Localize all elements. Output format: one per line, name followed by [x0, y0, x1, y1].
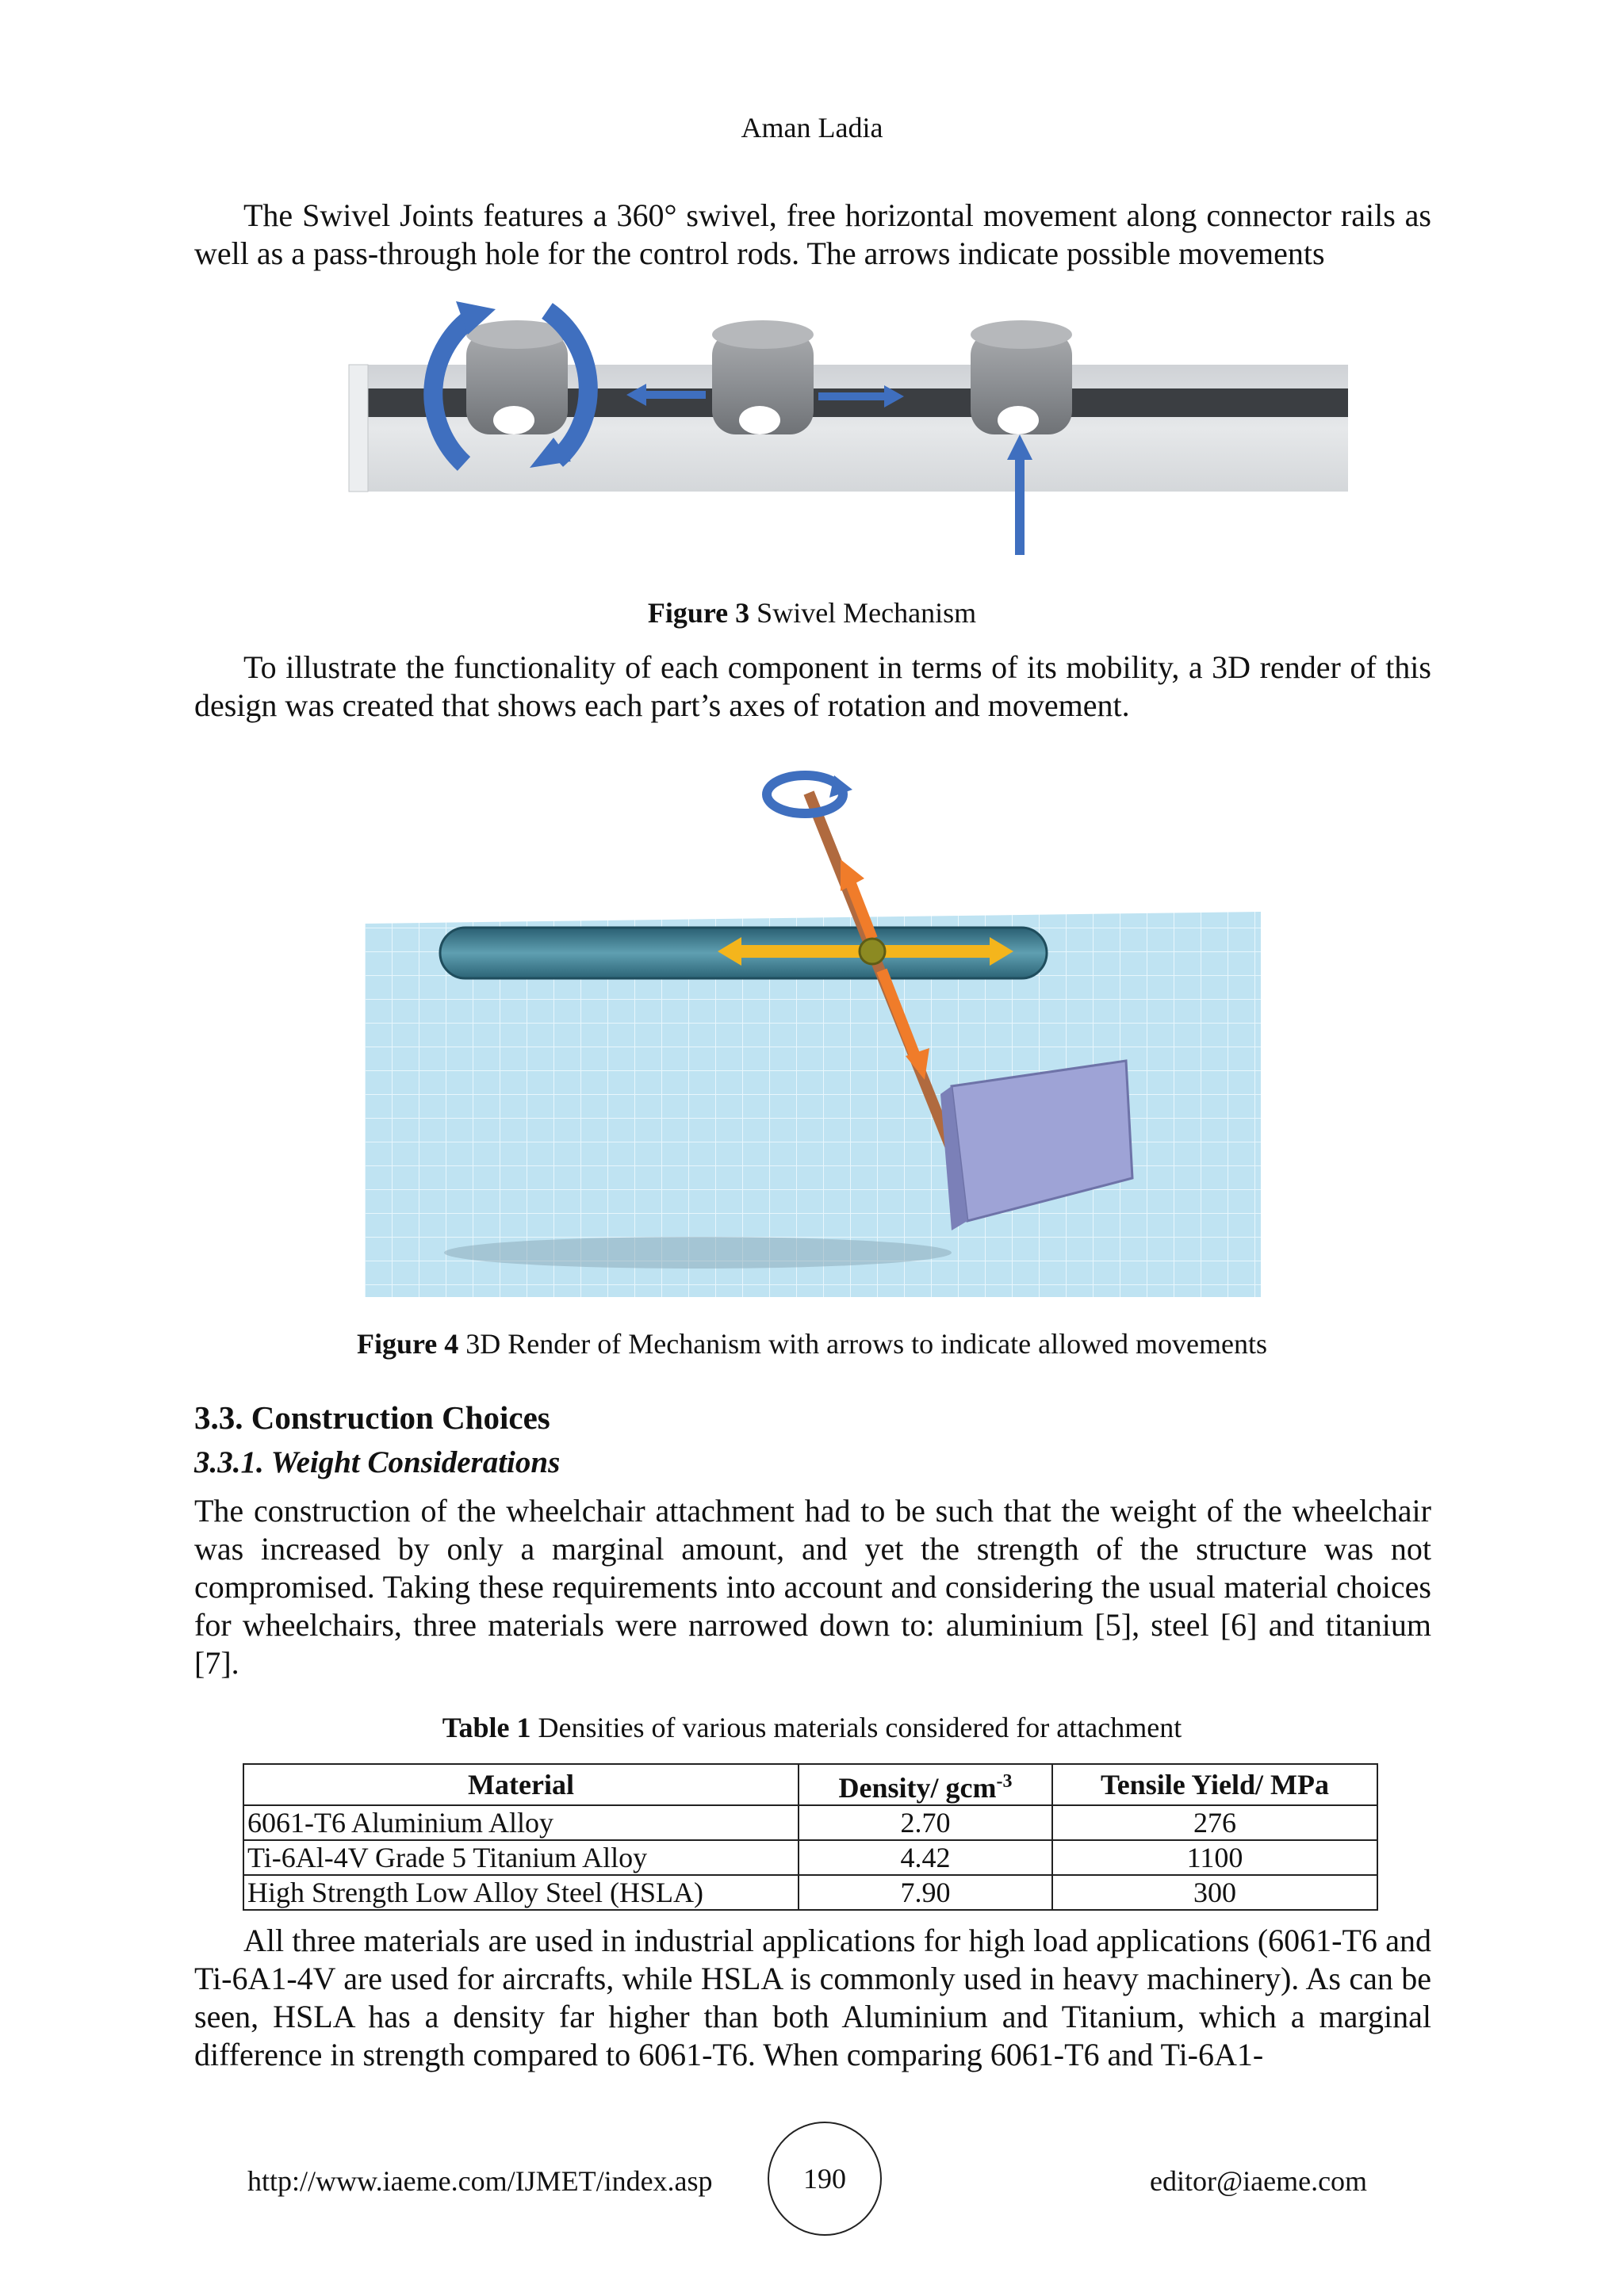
- swivel-joint-3: [971, 320, 1072, 434]
- swivel-joint-1: [466, 320, 568, 434]
- figure-4-label: Figure 4: [356, 1328, 459, 1360]
- table-1-caption-text: Densities of various materials considered for attachment: [538, 1712, 1182, 1743]
- header-density: [799, 1764, 1052, 1805]
- table-1-caption: [0, 1711, 1624, 1744]
- cell-material: Ti-6Al-4V Grade 5 Titanium Alloy: [243, 1840, 799, 1875]
- table-header-row: [243, 1764, 1377, 1805]
- section-title: 3.3. Construction Choices: [194, 1399, 550, 1436]
- intro-paragraph: [194, 197, 1431, 273]
- rail-end-cap: [349, 365, 368, 492]
- page-number-text: 190: [803, 2163, 846, 2195]
- materials-table: [243, 1763, 1378, 1911]
- section-heading: [194, 1399, 550, 1437]
- cell-material: 6061-T6 Aluminium Alloy: [243, 1805, 799, 1840]
- table-1-label: Table 1: [442, 1712, 531, 1743]
- table-1: [243, 1763, 1378, 1911]
- cell-density: 2.70: [799, 1805, 1052, 1840]
- cell-yield: 1100: [1052, 1840, 1377, 1875]
- header-material: Material: [243, 1764, 799, 1805]
- rod-shadow: [444, 1237, 952, 1269]
- final-paragraph-text: All three materials are used in industrial applications for high load applications (6061-T6 and Ti-6A1-4V are used for aircrafts, while HSLA is commonly used in heavy machinery). As can be seen, HSLA has a density far higher than both Aluminium and Titanium, which a marginal difference in strength compared to 6061-T6. When comparing 6061-T6 and Ti-6A1-: [194, 1923, 1431, 2072]
- weight-paragraph-text: The construction of the wheelchair attachment had to be such that the weight of the wheelchair was increased by only a marginal amount, and yet the strength of the structure was not compromised. Taking these requirements into account and considering the usual material choices for wheelchairs, three materials were narrowed down to: aluminium [5], steel [6] and titanium [7].: [194, 1493, 1431, 1681]
- header-yield: Tensile Yield/ MPa: [1052, 1764, 1377, 1805]
- figure-3-image: [333, 293, 1348, 563]
- cell-yield: 276: [1052, 1805, 1377, 1840]
- subsection-title: 3.3.1. Weight Considerations: [194, 1445, 561, 1479]
- header-density-text: Density/ gcm: [838, 1772, 997, 1804]
- running-header: Aman Ladia: [741, 112, 883, 144]
- figure-3-caption: [0, 596, 1624, 629]
- figure-3-caption-text: Swivel Mechanism: [756, 597, 977, 629]
- cell-density: 7.90: [799, 1875, 1052, 1910]
- footer-url-link[interactable]: http://www.iaeme.com/IJMET/index.asp: [247, 2165, 713, 2197]
- figure-4-caption-text: 3D Render of Mechanism with arrows to indicate allowed movements: [465, 1328, 1268, 1360]
- header-density-exponent: -3: [996, 1771, 1013, 1792]
- render-paragraph: [194, 649, 1431, 725]
- table-row: [243, 1805, 1377, 1840]
- intro-paragraph-text: The Swivel Joints features a 360° swivel, free horizontal movement along connector rails as well as a pass-through hole for the control rods. The arrows indicate possible movements: [194, 197, 1431, 271]
- render-paragraph-text: To illustrate the functionality of each component in terms of its mobility, a 3D render of this design was created that shows each part’s axes of rotation and movement.: [194, 649, 1431, 723]
- figure-3-label: Figure 3: [647, 597, 750, 629]
- table-row: [243, 1875, 1377, 1910]
- cell-material: High Strength Low Alloy Steel (HSLA): [243, 1875, 799, 1910]
- footer-email-link[interactable]: editor@iaeme.com: [1150, 2165, 1368, 2197]
- weight-paragraph: [194, 1492, 1431, 1682]
- figure-4-caption: [0, 1327, 1624, 1360]
- page-number: [768, 2122, 882, 2236]
- cell-yield: 300: [1052, 1875, 1377, 1910]
- cell-density: 4.42: [799, 1840, 1052, 1875]
- swivel-joint-2: [712, 320, 814, 434]
- table-row: [243, 1840, 1377, 1875]
- final-paragraph: [194, 1922, 1431, 2074]
- subsection-heading: [194, 1445, 560, 1480]
- swivel-joint-sphere: [860, 939, 885, 964]
- figure-4-image: [365, 761, 1261, 1297]
